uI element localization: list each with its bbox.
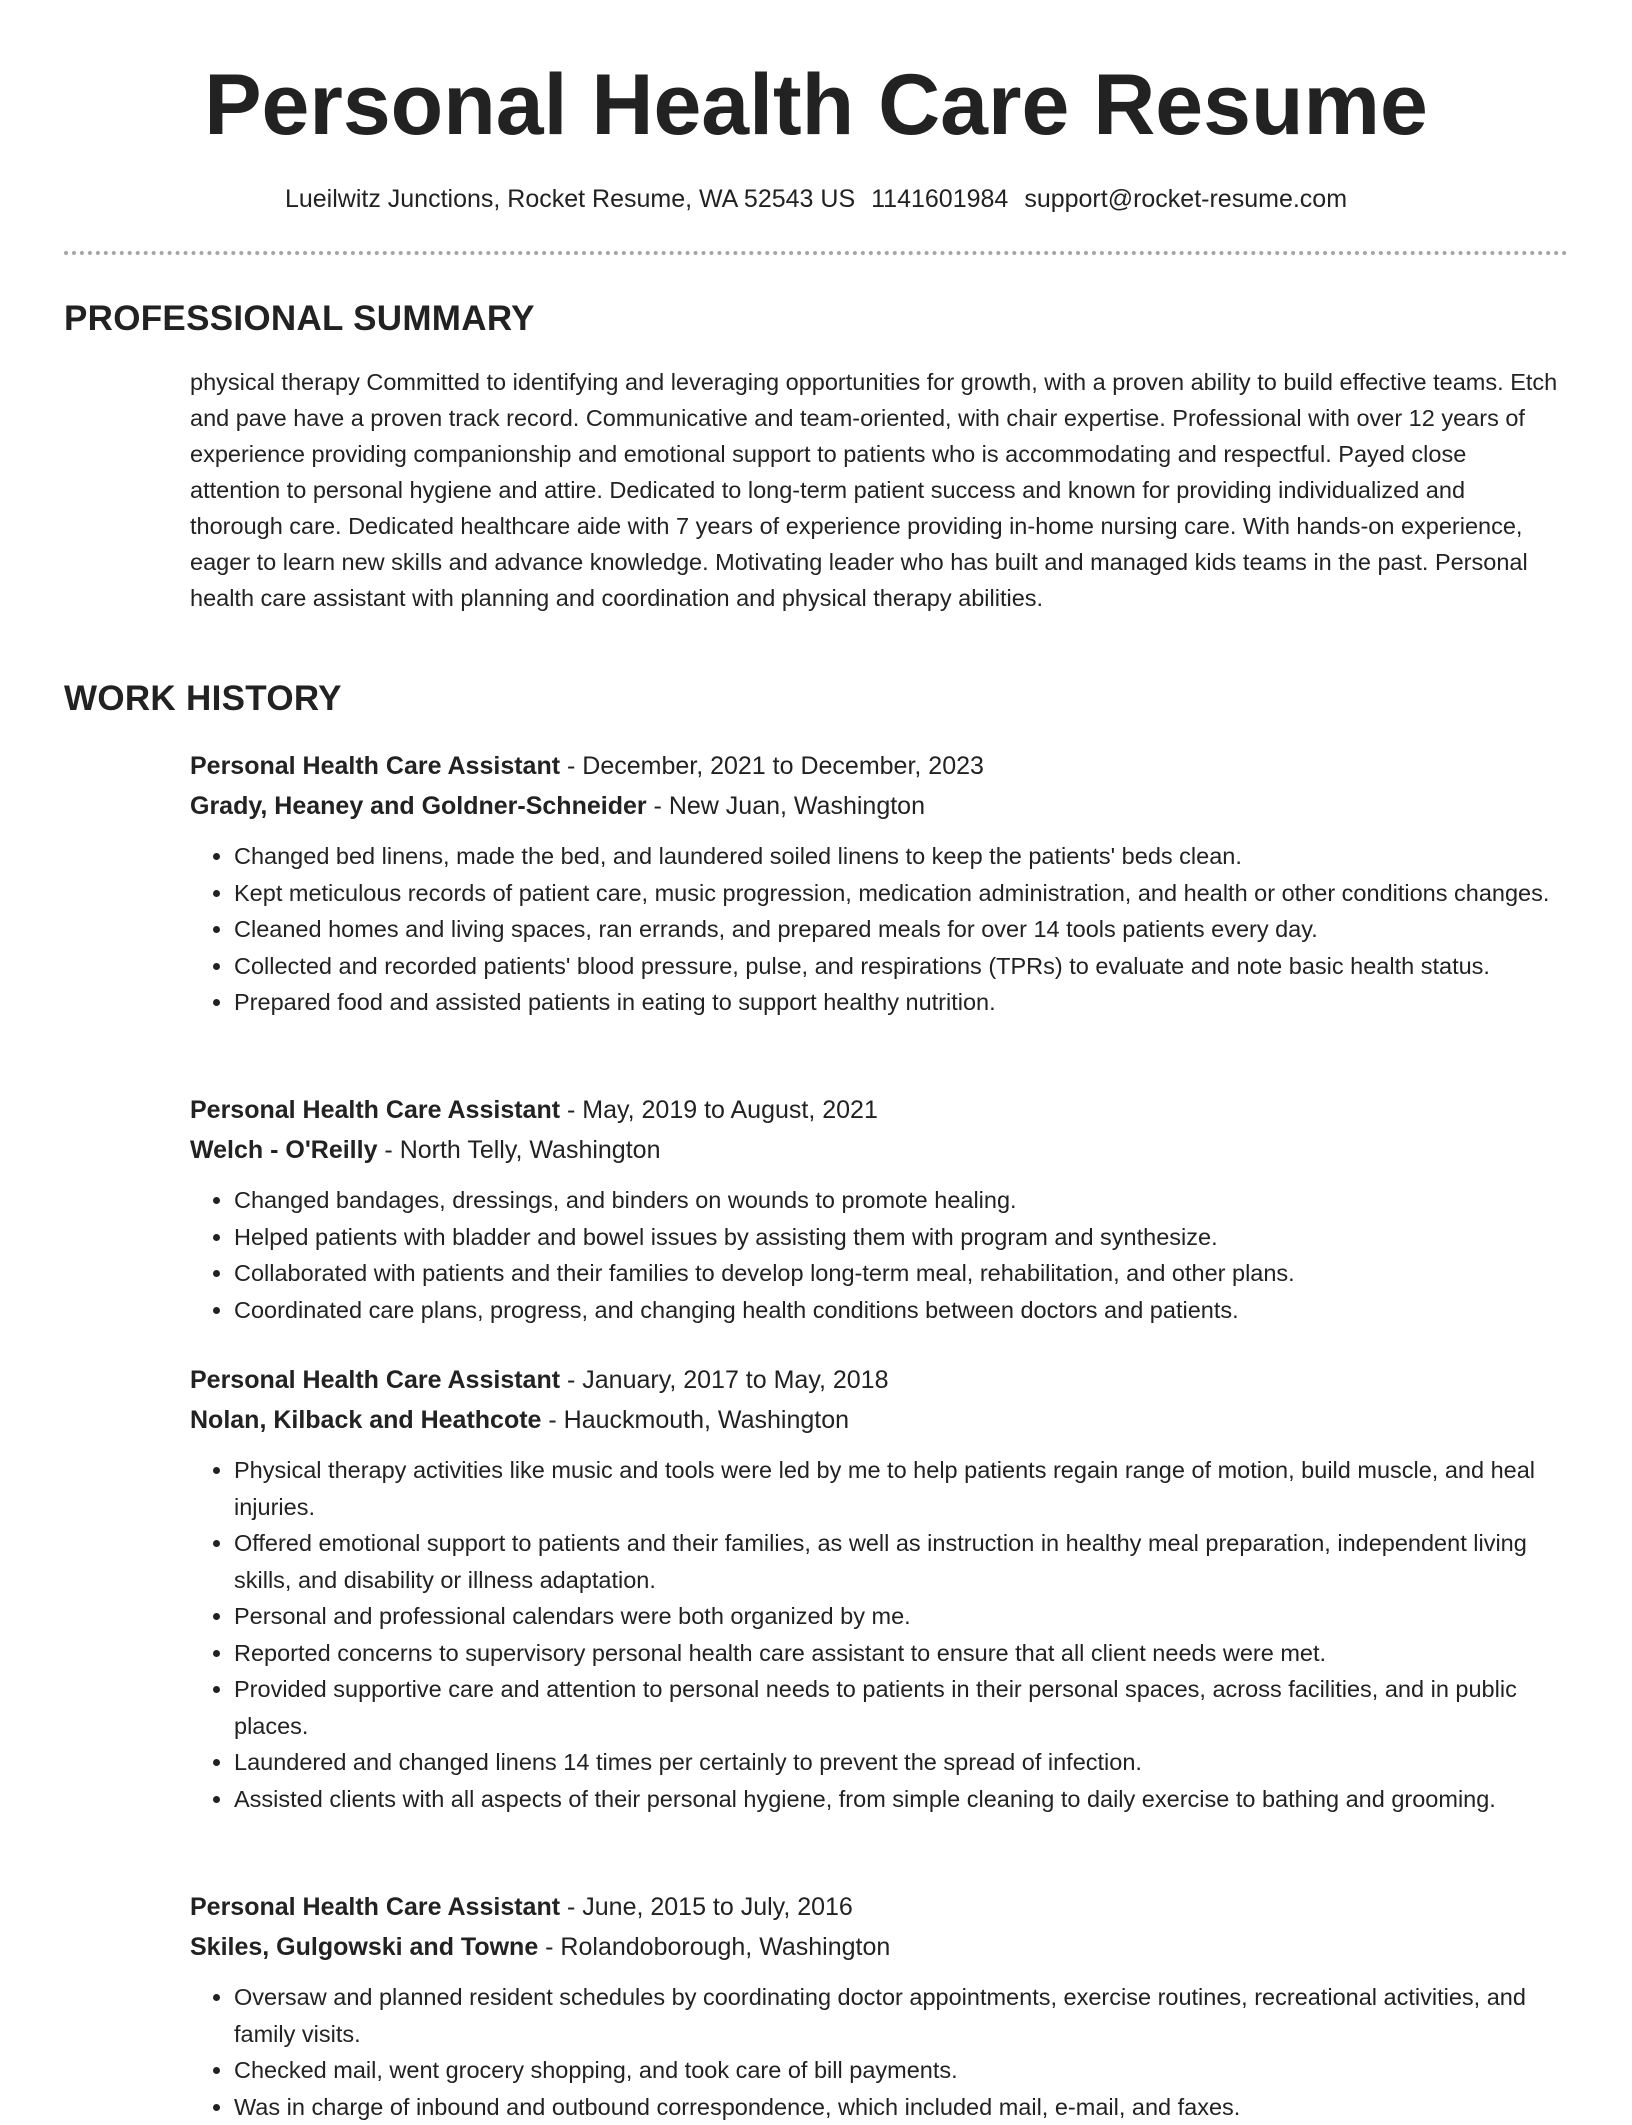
job-bullets [190,1979,1568,2125]
job-bullet: • Provided supportive care and attention to personal needs to patients in their personal spaces, across facilities, and in public places. [234,1671,1568,1744]
job-bullet: • Checked mail, went grocery shopping, and took care of bill payments. [234,2052,1568,2089]
job-title-line [190,746,1568,786]
job-bullet: • Was in charge of inbound and outbound correspondence, which included mail, e-mail, and faxes. [234,2089,1568,2125]
job-bullets [190,838,1568,1021]
work-history-heading: WORK HISTORY [64,677,342,721]
job-bullet: • Laundered and changed linens 14 times per certainly to prevent the spread of infection. [234,1744,1568,1781]
job-bullet: • Prepared food and assisted patients in eating to support healthy nutrition. [234,984,1568,1021]
job-title-line [190,1090,1568,1130]
job-bullet: • Changed bed linens, made the bed, and laundered soiled linens to keep the patients' beds clean. [234,838,1568,875]
job-role: Personal Health Care Assistant [190,1366,560,1394]
job-company: Welch - O'Reilly [190,1136,377,1164]
job-role: Personal Health Care Assistant [190,1893,560,1921]
job-role: Personal Health Care Assistant [190,1096,560,1124]
job-bullet: • Offered emotional support to patients and their families, as well as instruction in healthy meal preparation, independent living skills, and disability or illness adaptation. [234,1525,1568,1598]
job-bullet: • Assisted clients with all aspects of their personal hygiene, from simple cleaning to daily exercise to bathing and grooming. [234,1781,1568,1818]
job-bullet: • Helped patients with bladder and bowel issues by assisting them with program and synthesize. [234,1219,1568,1256]
job-dates: - January, 2017 to May, 2018 [560,1366,888,1394]
job-entry [190,1887,1568,2125]
job-bullet: • Coordinated care plans, progress, and changing health conditions between doctors and patients. [234,1292,1568,1329]
summary-text: physical therapy Committed to identifying and leveraging opportunities for growth, with a proven ability to build effective teams. Etch and pave have a proven track record. Communicative and team-oriented, with chair expertise. Professional with over 12 years of experience providing companionship and emotional support to patients who is accommodating and respectful. Payed close attention to personal hygiene and attire. Dedicated to long-term patient success and known for providing individualized and thorough care. Dedicated healthcare aide with 7 years of experience providing in-home nursing care. With hands-on experience, eager to learn new skills and advance knowledge. Motivating leader who has built and managed kids teams in the past. Personal health care assistant with planning and coordination and physical therapy abilities. [190,364,1558,616]
job-bullet: • Collected and recorded patients' blood pressure, pulse, and respirations (TPRs) to evaluate and note basic health status. [234,948,1568,985]
job-role: Personal Health Care Assistant [190,752,560,780]
resume-title: Personal Health Care Resume [0,52,1632,158]
job-bullet: • Cleaned homes and living spaces, ran errands, and prepared meals for over 14 tools patients every day. [234,911,1568,948]
job-location: - New Juan, Washington [647,792,925,820]
job-bullet: • Changed bandages, dressings, and binders on wounds to promote healing. [234,1182,1568,1219]
job-company-line [190,1927,1568,1967]
job-location: - North Telly, Washington [377,1136,660,1164]
job-bullet: • Kept meticulous records of patient care, music progression, medication administration, and health or other conditions changes. [234,875,1568,912]
contact-address: Lueilwitz Junctions, Rocket Resume, WA 52543 US [285,185,855,213]
contact-phone: 1141601984 [871,185,1008,213]
job-company: Grady, Heaney and Goldner-Schneider [190,792,647,820]
job-entry [190,1090,1568,1328]
job-title-line [190,1360,1568,1400]
job-location: - Hauckmouth, Washington [541,1406,849,1434]
job-bullet: • Oversaw and planned resident schedules by coordinating doctor appointments, exercise routines, recreational activities, and family visits. [234,1979,1568,2052]
job-dates: - May, 2019 to August, 2021 [560,1096,878,1124]
header-divider [64,251,1568,255]
job-bullet: • Personal and professional calendars were both organized by me. [234,1598,1568,1635]
contact-line [0,181,1632,217]
summary-heading: PROFESSIONAL SUMMARY [64,297,535,341]
job-bullet: • Physical therapy activities like music and tools were led by me to help patients regain range of motion, build muscle, and heal injuries. [234,1452,1568,1525]
job-company: Nolan, Kilback and Heathcote [190,1406,541,1434]
contact-email: support@rocket-resume.com [1024,185,1347,213]
job-bullets [190,1182,1568,1328]
job-company-line [190,1130,1568,1170]
job-company: Skiles, Gulgowski and Towne [190,1933,538,1961]
job-company-line [190,786,1568,826]
job-entry [190,1360,1568,1817]
job-dates: - June, 2015 to July, 2016 [560,1893,853,1921]
job-bullets [190,1452,1568,1817]
job-dates: - December, 2021 to December, 2023 [560,752,984,780]
job-bullet: • Reported concerns to supervisory personal health care assistant to ensure that all client needs were met. [234,1635,1568,1672]
job-bullet: • Collaborated with patients and their families to develop long-term meal, rehabilitation, and other plans. [234,1255,1568,1292]
job-title-line [190,1887,1568,1927]
job-location: - Rolandoborough, Washington [538,1933,890,1961]
job-entry [190,746,1568,1021]
job-company-line [190,1400,1568,1440]
